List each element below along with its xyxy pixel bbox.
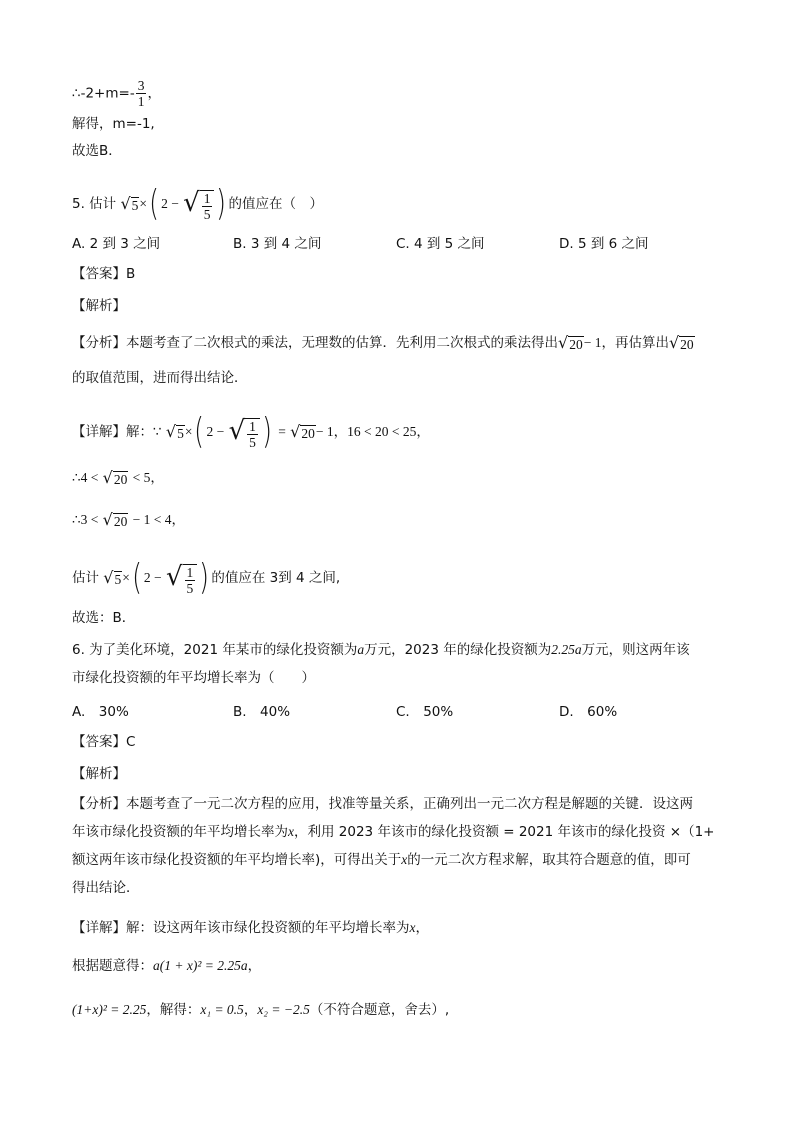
detail-6-equation: 根据题意得：a(1 + x)² = 2.25a，: [72, 958, 262, 974]
text: 的值应在（ ）: [228, 196, 324, 212]
analysis-6-heading: 【解析】: [72, 766, 126, 782]
choice-c: C. 4 到 5 之间: [396, 236, 485, 252]
equation: a(1 + x)² = 2.25a: [153, 958, 248, 973]
text: ，: [415, 920, 429, 936]
text: 万元，则这两年该: [581, 642, 690, 658]
text: 的值应在 3到 4 之间,: [211, 570, 341, 586]
text: （不符合题意，舍去）,: [309, 1002, 450, 1018]
radicand: 20: [569, 336, 583, 352]
text: − 1: [583, 335, 602, 350]
text: 【分析】本题考查了二次根式的乘法，无理数的估算．先利用二次根式的乘法得出: [72, 335, 558, 351]
root-x2: x₂ = −2.5: [257, 1002, 310, 1017]
sqrt: √ 5: [120, 193, 139, 213]
text: 额这两年该市绿化投资额的年平均增长率)，可得出关于: [72, 852, 402, 868]
root-x1: x₁ = 0.5: [200, 1002, 244, 1017]
detail-5-step1: [72, 468, 164, 488]
choice-b: B. 40%: [233, 704, 291, 720]
choice-d: D. 5 到 6 之间: [559, 236, 649, 252]
answer-6: 【答案】C: [72, 734, 136, 750]
equation: (1+x)² = 2.25: [72, 1002, 147, 1017]
text: 万元，2023 年的绿化投资额为: [364, 642, 552, 658]
sqrt: √ 20: [668, 332, 694, 352]
denominator: 5: [186, 581, 194, 596]
sqrt: √ 5: [165, 421, 184, 441]
text: 的一元二次方程求解，取其符合题意的值，即可: [407, 852, 691, 868]
radicand: 20: [113, 513, 128, 529]
radicand: 20: [301, 425, 315, 441]
choice-a: A. 30%: [72, 704, 129, 720]
sqrt: √ 20: [102, 509, 128, 529]
text: 2 −: [143, 570, 162, 585]
radicand: 5: [131, 197, 139, 213]
sqrt: √ 20: [102, 467, 128, 487]
question-6-line1: [72, 640, 690, 660]
denominator: 5: [203, 207, 211, 222]
detail-6: [72, 918, 429, 938]
text: ，再估算出: [601, 335, 669, 351]
line-m-equation: [72, 78, 161, 109]
text: ，利用 2023 年该市的绿化投资额 = 2021 年该市的绿化投资 ×（1+: [294, 824, 715, 840]
choice-a: A. 2 到 3 之间: [72, 236, 161, 252]
denominator: 1: [137, 94, 145, 109]
choice-b: B. 3 到 4 之间: [233, 236, 322, 252]
text: 年该市绿化投资额的年平均增长率为: [72, 824, 288, 840]
detail-5-step2: [72, 510, 185, 530]
text: ∴3 <: [72, 512, 99, 527]
analysis-6-line2: [72, 822, 714, 842]
numerator: 1: [203, 191, 211, 206]
detail-5-choose: 故选：B．: [72, 610, 136, 626]
text: ，: [147, 85, 161, 102]
var-x: x: [401, 852, 408, 867]
var-x: x: [409, 920, 416, 935]
detail-6-solution: (1+x)² = 2.25，解得：x₁ = 0.5，x₂ = −2.5（不符合题意，舍去）,: [72, 1002, 450, 1018]
denominator: 5: [249, 435, 256, 450]
sqrt: √ 5: [103, 567, 122, 587]
detail-5-estimate: 估计 √ 5 ×( 2 − √ $\frac{1}{5}$ ) 的值应在 3到 4 之间,: [72, 557, 341, 598]
choice-d: D. 60%: [559, 704, 618, 720]
sqrt: √ 20: [290, 421, 315, 441]
analysis-5-line2: 的取值范围，进而得出结论．: [72, 370, 248, 386]
analysis-5-line1: [72, 333, 695, 353]
analysis-6-line1: 【分析】本题考查了一元二次方程的应用，找准等量关系，正确列出一元二次方程是解题的关键．设这两: [72, 796, 693, 812]
radicand: 20: [680, 336, 694, 352]
text: ∴4 <: [72, 470, 99, 485]
text: =: [278, 424, 286, 439]
analysis-6-line3: [72, 850, 691, 870]
text: 2 −: [161, 196, 179, 211]
question-6-line2: 市绿化投资额的年平均增长率为（ ）: [72, 670, 315, 686]
text: < 5，: [132, 470, 164, 485]
radicand: 5: [177, 425, 184, 441]
text: 6. 为了美化环境，2021 年某市的绿化投资额为: [72, 642, 358, 658]
text: 【详解】解：∵: [72, 424, 162, 440]
text: ，解得：: [146, 1002, 201, 1018]
choice-c: C. 50%: [396, 704, 454, 720]
numerator: 1: [186, 565, 194, 580]
sqrt: √ $\frac{1}{5}$: [183, 186, 214, 222]
detail-5: 【详解】解：∵ √ 5 ×( 2 − √ $\frac{1}{5}$ ) = √ 20 − 1，16 < 20 < 25，: [72, 411, 430, 452]
numerator: 1: [249, 419, 256, 434]
text: − 1 < 4，: [132, 512, 185, 527]
analysis-6-line4: 得出结论．: [72, 880, 140, 896]
line-choose-b: 故选B．: [72, 143, 122, 159]
sqrt: √ 20: [558, 332, 583, 352]
question-5: 5. 估计 √ 5 ×( 2 − √ $\frac{1}{5}$ ) 的值应在（ ）: [72, 183, 324, 224]
text: 5. 估计: [72, 196, 117, 212]
fraction: [136, 78, 147, 109]
text: ，16 < 20 < 25，: [333, 424, 430, 439]
answer-5: 【答案】B: [72, 266, 136, 282]
analysis-5-heading: 【解析】: [72, 298, 126, 314]
var-a: a: [357, 642, 365, 657]
text: 估计: [72, 570, 99, 586]
text: ∴-2+m=-: [72, 85, 135, 102]
text: 【详解】解：设这两年该市绿化投资额的年平均增长率为: [72, 920, 410, 936]
radicand: 20: [113, 471, 128, 487]
line-solve-m: 解得，m=-1,: [72, 116, 155, 132]
text: 2 −: [206, 424, 225, 439]
var-225a: 2.25a: [551, 642, 582, 657]
radicand: 5: [114, 571, 122, 587]
sqrt: √ $\frac{1}{5}$: [166, 560, 197, 596]
numerator: 3: [137, 78, 145, 93]
text: 根据题意得：: [72, 958, 153, 974]
sqrt: √ $\frac{1}{5}$: [229, 414, 260, 450]
var-x: x: [288, 824, 294, 839]
text: − 1: [315, 424, 334, 439]
